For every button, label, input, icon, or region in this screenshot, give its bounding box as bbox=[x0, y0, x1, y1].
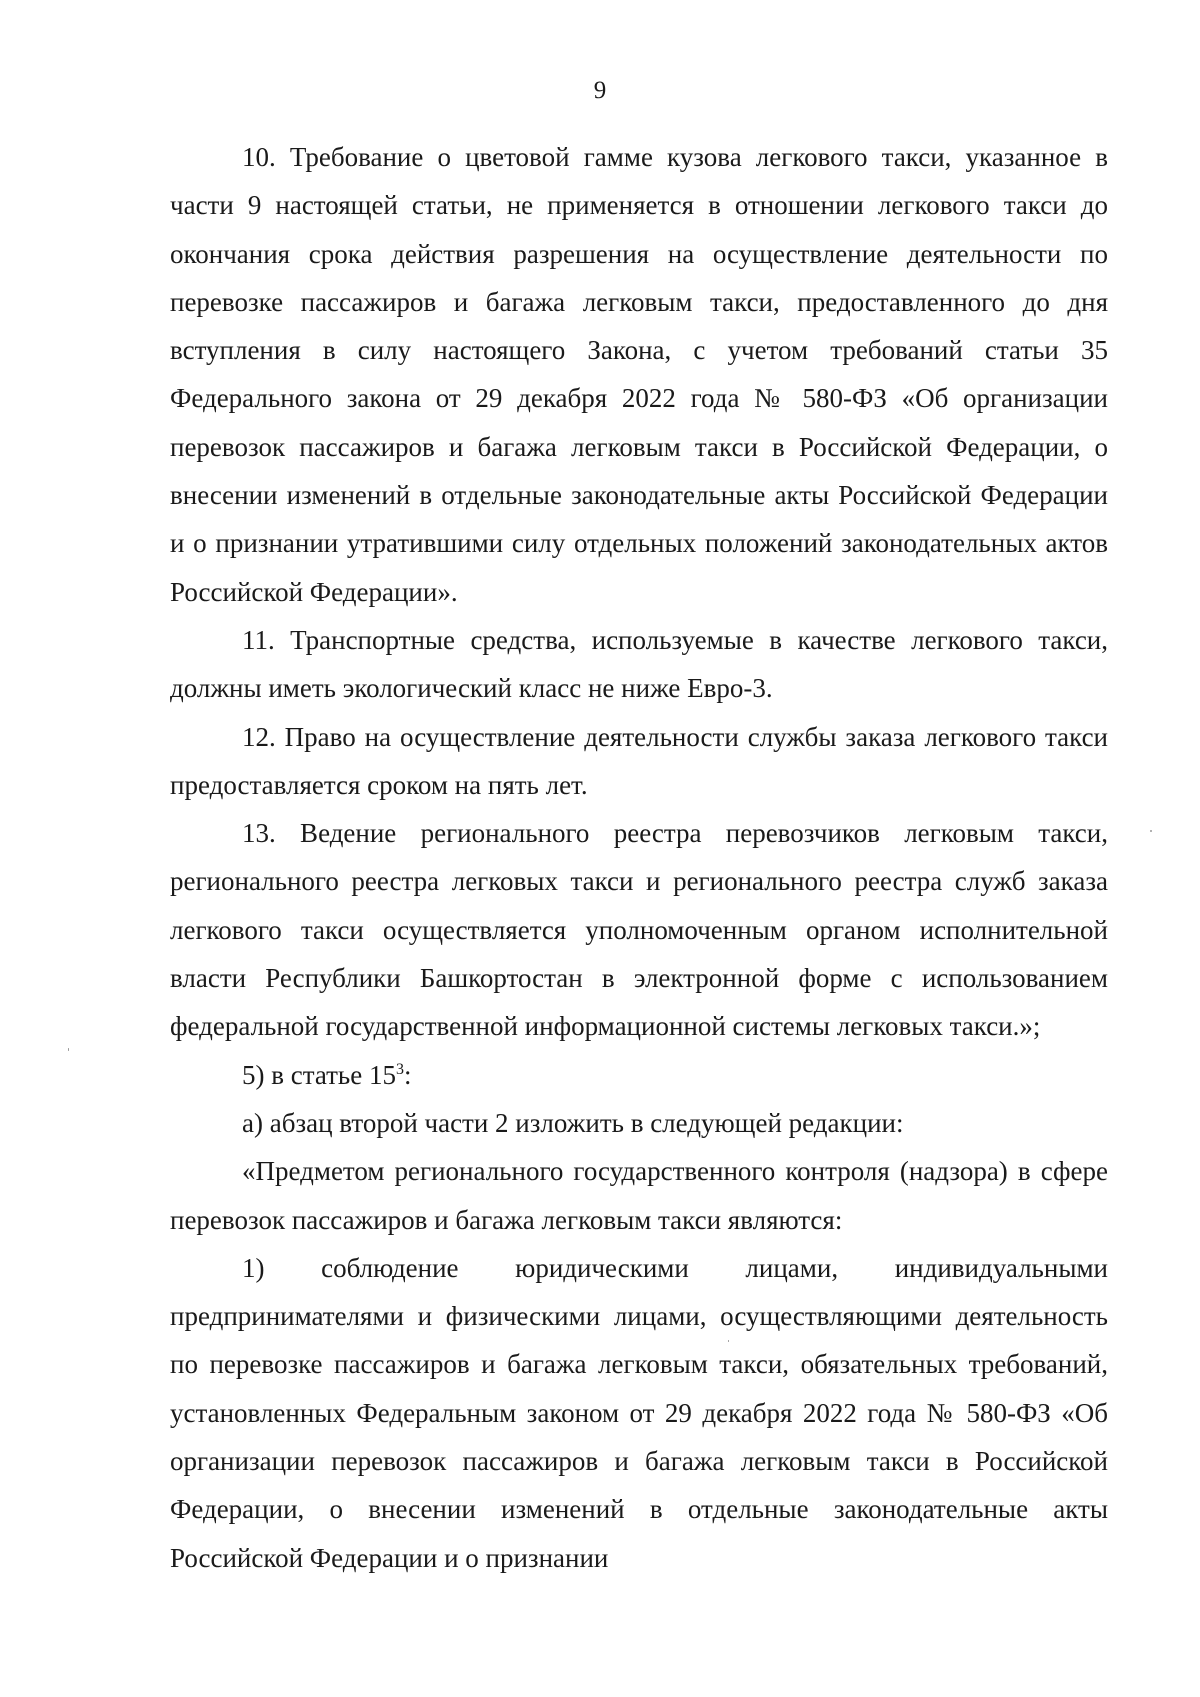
paragraph-item-11: 11. Транспортные средства, используемые в качестве легкового такси, должны иметь экологический класс не ниже Евро-3. bbox=[170, 624, 1108, 704]
amendment-5-colon: : bbox=[403, 1059, 412, 1090]
document-body bbox=[170, 133, 1108, 1582]
page-number: 9 bbox=[593, 77, 607, 104]
paragraph-item-13: 13. Ведение регионального реестра перевозчиков легковым такси, регионального реестра легковых такси и регионального реестра служб заказа легкового такси осуществляется уполномоченным органом исполнительной власти Республики Башкортостан в электронной форме с использованием федеральной государственной информационной системы легковых такси.»; bbox=[170, 818, 1108, 1042]
paragraph-quote-subject: «Предметом регионального государственного контроля (надзора) в сфере перевозок пассажиров и багажа легковым такси являются: bbox=[170, 1156, 1108, 1235]
amendment-5-text: 5) в статье 15 bbox=[242, 1059, 396, 1090]
paragraph-amendment-5 bbox=[170, 1051, 1108, 1099]
paragraph-item-12: 12. Право на осуществление деятельности службы заказа легкового такси предоставляется сроком на пять лет. bbox=[170, 721, 1108, 800]
scan-artifact bbox=[728, 1340, 729, 1342]
scan-artifact bbox=[68, 1048, 69, 1051]
paragraph-subitem-1: 1) соблюдение юридическими лицами, индивидуальными предпринимателями и физическими лицами, осуществляющими деятельность по перевозке пассажиров и багажа легковым такси, обязательных требований, установленных Федеральным законом от 29 декабря 2022 года № 580-ФЗ «Об организации перевозок пассажиров и багажа легковым такси в Российской Федерации, о внесении изменений в отдельные законодательные акты Российской Федерации и о признании bbox=[170, 1252, 1108, 1573]
paragraph-item-10: 10. Требование о цветовой гамме кузова легкового такси, указанное в части 9 настоящей статьи, не применяется в отношении легкового такси до окончания срока действия разрешения на осуществление деятельности по перевозке пассажиров и багажа легковым такси, предоставленного до дня вступления в силу настоящего Закона, с учетом требований статьи 35 Федерального закона от 29 декабря 2022 года № 580-ФЗ «Об организации перевозок пассажиров и багажа легковым такси в Российской Федерации, о внесении изменений в отдельные законодательные акты Российской Федерации и о признании утратившими силу отдельных положений законодательных актов Российской Федерации». bbox=[170, 142, 1108, 607]
amendment-5-superscript: 3 bbox=[395, 1060, 404, 1078]
paragraph-subitem-a: а) абзац второй части 2 изложить в следующей редакции: bbox=[242, 1107, 904, 1138]
scan-artifact bbox=[1150, 830, 1152, 832]
